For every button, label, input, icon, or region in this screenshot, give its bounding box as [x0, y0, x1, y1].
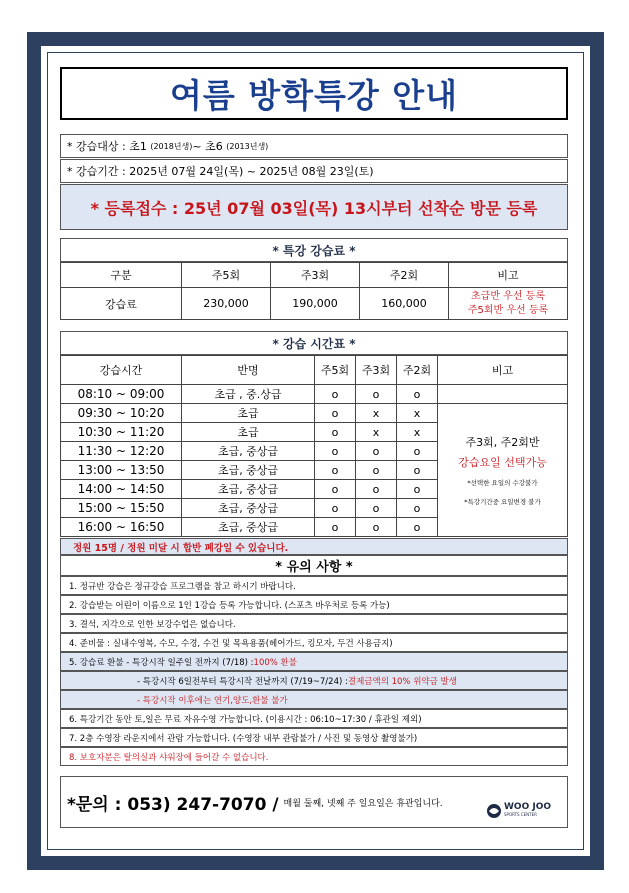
- schedule-cell: o: [397, 385, 438, 404]
- fee-cell: 강습료: [61, 288, 182, 320]
- schedule-cell: o: [315, 518, 356, 537]
- schedule-row: [61, 385, 568, 404]
- schedule-cell: 13:00 ~ 13:50: [61, 461, 182, 480]
- contact-box: [60, 776, 568, 828]
- schedule-cell: o: [315, 499, 356, 518]
- schedule-cell: o: [315, 423, 356, 442]
- notes-title: * 유의 사항 *: [60, 555, 568, 576]
- schedule-cell: o: [315, 404, 356, 423]
- schedule-header: 강습시간: [61, 356, 182, 385]
- schedule-cell: x: [397, 423, 438, 442]
- schedule-header: 비고: [438, 356, 568, 385]
- logo: WOO JOO SPORTS CENTER: [486, 803, 551, 819]
- notice-item: 3. 결석, 지각으로 인한 보강수업은 없습니다.: [60, 614, 568, 633]
- schedule-cell: o: [397, 461, 438, 480]
- target-row: * 강습대상 : 초1 (2018년생) ~ 초6 (2013년생): [60, 134, 568, 158]
- schedule-title: * 강습 시간표 *: [60, 331, 568, 355]
- schedule-cell: 15:00 ~ 15:50: [61, 499, 182, 518]
- notice-item: 1. 정규반 강습은 정규강습 프로그램을 참고 하시기 바랍니다.: [60, 576, 568, 595]
- schedule-header: 주2회: [397, 356, 438, 385]
- schedule-cell: 초급, 중상급: [182, 499, 315, 518]
- notice-item: 6. 특강기간 동안 토,일은 무료 자유수영 가능합니다. (이용시간 : 06:10~17:30 / 휴관일 제외): [60, 709, 568, 728]
- schedule-cell: 초급, 중상급: [182, 461, 315, 480]
- fee-cell: 190,000: [271, 288, 360, 320]
- schedule-cell: 초급, 중상급: [182, 442, 315, 461]
- schedule-cell: o: [356, 461, 397, 480]
- fee-table: [60, 262, 568, 320]
- schedule-cell: 초급: [182, 404, 315, 423]
- schedule-cell: 초급 , 중.상급: [182, 385, 315, 404]
- schedule-cell: o: [356, 385, 397, 404]
- fee-header: 주5회: [182, 263, 271, 288]
- schedule-header: 주3회: [356, 356, 397, 385]
- notice-item: - 특강시작 6일전부터 특강시작 전날까지 (7/19~7/24) : 결제금액의 10% 위약금 발생: [60, 671, 568, 690]
- schedule-cell: 10:30 ~ 11:20: [61, 423, 182, 442]
- contact-phone: *문의 : 053) 247-7070 /: [67, 794, 279, 815]
- schedule-cell: o: [397, 499, 438, 518]
- notice-item: 2. 강습받는 어린이 이름으로 1인 1강습 등록 가능합니다. (스포츠 바우처로 등록 가능): [60, 595, 568, 614]
- schedule-cell: o: [356, 518, 397, 537]
- schedule-cell: o: [356, 442, 397, 461]
- period-row: * 강습기간 : 2025년 07월 24일(목) ~ 2025년 08월 23일(토): [60, 159, 568, 183]
- page-title: 여름 방학특강 안내: [60, 67, 568, 120]
- schedule-header: 주5회: [315, 356, 356, 385]
- schedule-header: 반명: [182, 356, 315, 385]
- fee-header: 주3회: [271, 263, 360, 288]
- schedule-cell: o: [397, 442, 438, 461]
- schedule-remark: 주3회, 주2회반 강습요일 선택가능 *선택한 요일의 수강불가 *특강기간중 요일변경 불가: [438, 404, 568, 537]
- fee-header: 주2회: [360, 263, 449, 288]
- schedule-cell: o: [315, 480, 356, 499]
- schedule-cell: 08:10 ~ 09:00: [61, 385, 182, 404]
- schedule-cell: o: [315, 385, 356, 404]
- fee-header: 구분: [61, 263, 182, 288]
- fee-cell: 230,000: [182, 288, 271, 320]
- schedule-cell: x: [356, 404, 397, 423]
- fee-title: * 특강 강습료 *: [60, 238, 568, 262]
- schedule-row: [61, 404, 568, 423]
- schedule-cell: 초급: [182, 423, 315, 442]
- schedule-cell: 14:00 ~ 14:50: [61, 480, 182, 499]
- schedule-table: [60, 355, 568, 537]
- closed-notice: 매월 둘째, 넷째 주 일요일은 휴관입니다.: [283, 798, 443, 809]
- notice-item: 7. 2층 수영장 라운지에서 관람 가능합니다. (수영장 내부 관람불가 / 사진 및 동영상 촬영불가): [60, 728, 568, 747]
- schedule-cell: o: [397, 480, 438, 499]
- schedule-cell: 초급, 중상급: [182, 518, 315, 537]
- fee-header: 비고: [449, 263, 568, 288]
- schedule-cell: 16:00 ~ 16:50: [61, 518, 182, 537]
- notice-item: - 특강시작 이후에는 연기,양도,환불 불가: [60, 690, 568, 709]
- notice-item: 4. 준비물 : 실내수영복, 수모, 수경, 수건 및 목욕용품(헤어가드, 킹모자, 두건 사용금지): [60, 633, 568, 652]
- schedule-cell: o: [315, 442, 356, 461]
- capacity-note: 정원 15명 / 정원 미달 시 합반 폐강일 수 있습니다.: [60, 538, 568, 555]
- schedule-cell: o: [356, 499, 397, 518]
- schedule-cell: x: [356, 423, 397, 442]
- notice-item: 8. 보호자분은 탈의실과 샤워장에 들어갈 수 없습니다.: [60, 747, 568, 766]
- fee-note: 초급반 우선 등록 주5회반 우선 등록: [449, 288, 568, 320]
- schedule-cell: 11:30 ~ 12:20: [61, 442, 182, 461]
- logo-icon: [486, 803, 502, 819]
- notice-item: 5. 강습료 환불 - 특강시작 일주일 전까지 (7/18) : 100% 환불: [60, 652, 568, 671]
- schedule-cell: 09:30 ~ 10:20: [61, 404, 182, 423]
- schedule-cell: o: [356, 480, 397, 499]
- schedule-cell: 초급, 중상급: [182, 480, 315, 499]
- registration-banner: * 등록접수 : 25년 07월 03일(목) 13시부터 선착순 방문 등록: [60, 184, 568, 230]
- schedule-cell: o: [397, 518, 438, 537]
- fee-cell: 160,000: [360, 288, 449, 320]
- schedule-cell: [438, 385, 568, 404]
- schedule-cell: x: [397, 404, 438, 423]
- schedule-cell: o: [315, 461, 356, 480]
